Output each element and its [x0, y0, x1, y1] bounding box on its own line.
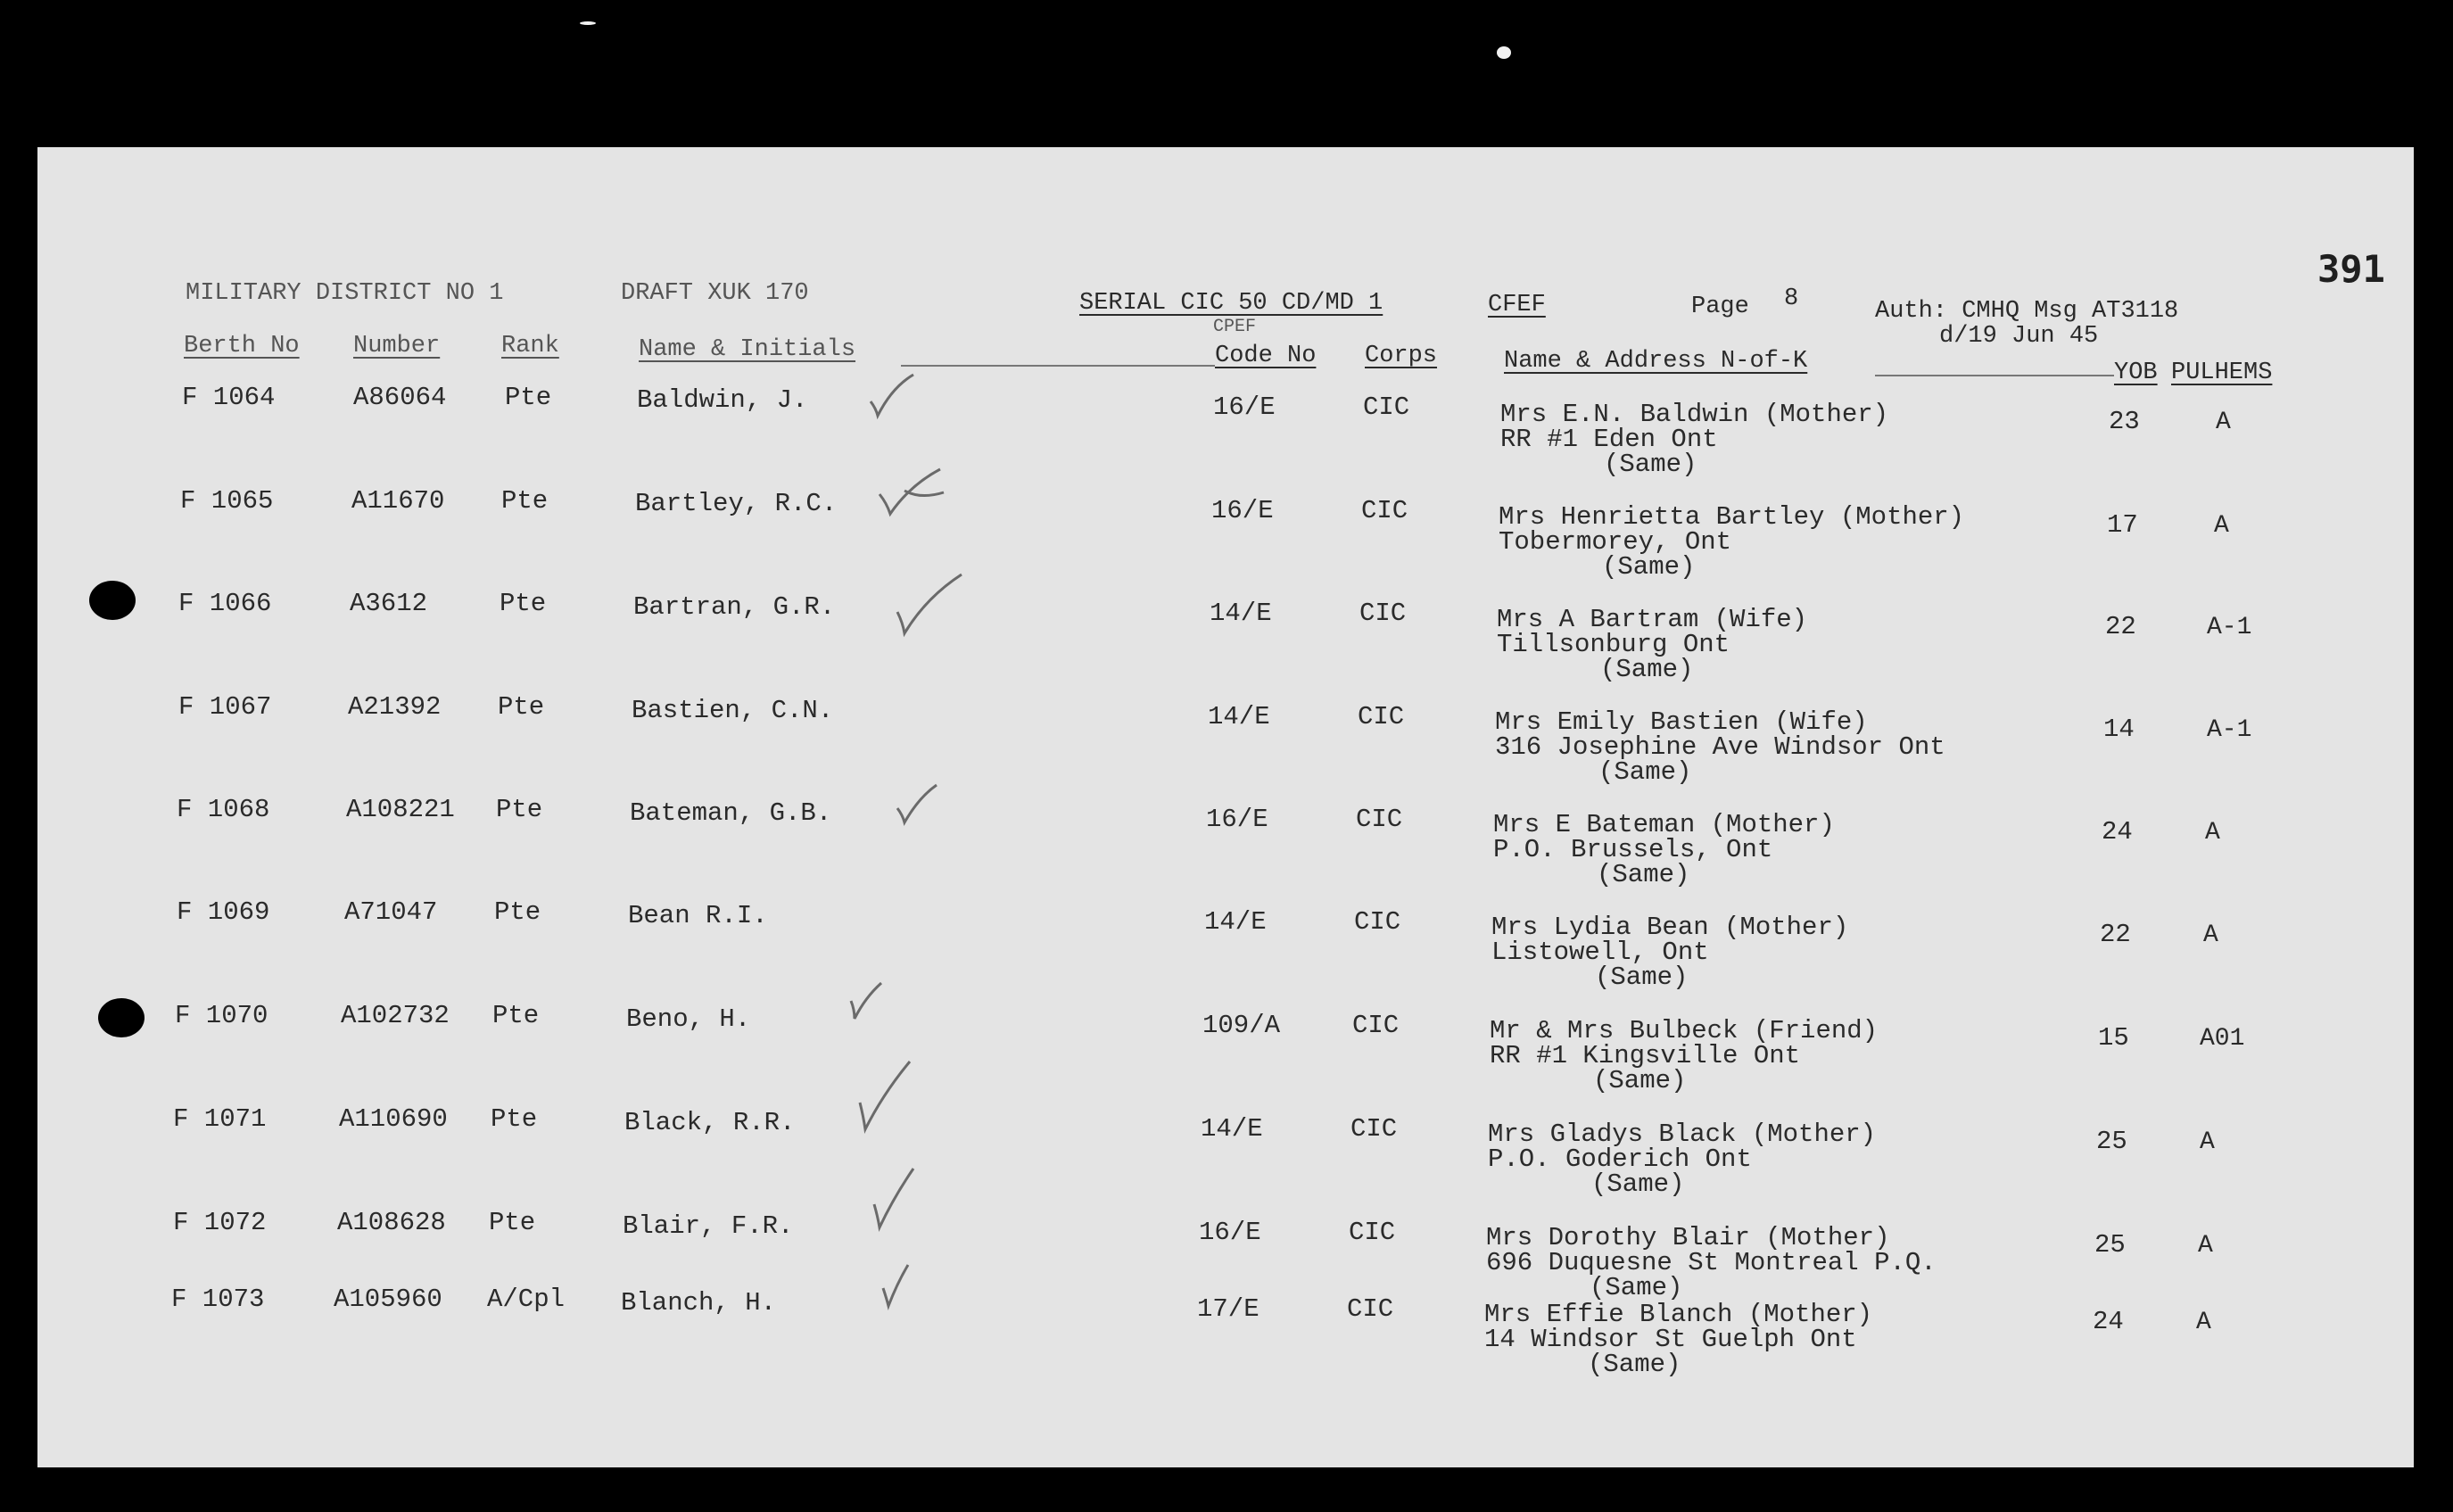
name-initials: Bastien, C.N.: [632, 696, 834, 725]
next-of-kin: [1484, 1302, 1872, 1377]
nok-name: Mrs Effie Blanch (Mother): [1484, 1300, 1873, 1329]
pulhems: A: [2200, 1128, 2215, 1156]
name-initials: Blanch, H.: [621, 1288, 777, 1318]
check-mark-icon: [869, 1165, 919, 1233]
next-of-kin: [1500, 402, 1888, 477]
punch-hole: [98, 998, 145, 1037]
col-nok-header: Name & Address N-of-K: [1504, 348, 1808, 375]
year-of-birth: 15: [2098, 1023, 2129, 1053]
rank: A/Cpl: [487, 1285, 566, 1314]
pulhems: A: [2198, 1232, 2213, 1260]
year-of-birth: 25: [2094, 1230, 2126, 1260]
code-no: 14/E: [1204, 907, 1267, 937]
corps: CIC: [1356, 805, 1403, 834]
code-no: 16/E: [1213, 392, 1276, 422]
dust-speck: [580, 21, 596, 25]
nok-same: (Same): [1597, 860, 1690, 889]
pulhems: A01: [2200, 1025, 2245, 1053]
nok-name: Mrs Dorothy Blair (Mother): [1486, 1223, 1890, 1252]
cpef-overtype: CPEF: [1213, 317, 1257, 337]
nok-name: Mrs A Bartram (Wife): [1497, 605, 1808, 634]
col-code-header: Code No: [1215, 343, 1317, 369]
year-of-birth: 22: [2105, 612, 2136, 641]
col-name-header: Name & Initials: [639, 336, 856, 363]
berth-no: F 1071: [173, 1104, 267, 1134]
service-number: A108628: [337, 1208, 446, 1237]
auth-line-2: d/19 Jun 45: [1939, 323, 2099, 350]
nok-name: Mrs Emily Bastien (Wife): [1495, 707, 1868, 737]
service-number: A105960: [334, 1285, 442, 1314]
code-no: 17/E: [1197, 1294, 1260, 1324]
year-of-birth: 23: [2109, 407, 2140, 436]
nok-same: (Same): [1591, 1169, 1685, 1199]
nok-same: (Same): [1604, 450, 1697, 479]
dust-speck: [1497, 46, 1511, 59]
pulhems: A: [2196, 1309, 2211, 1336]
check-mark-icon: [892, 781, 942, 828]
nok-address: Tobermorey, Ont: [1499, 527, 1732, 557]
year-of-birth: 25: [2096, 1127, 2127, 1156]
district-label: MILITARY DISTRICT NO 1: [186, 280, 504, 307]
page-number: 391: [2317, 247, 2385, 291]
nok-name: Mrs Henrietta Bartley (Mother): [1499, 502, 1965, 532]
code-no: 14/E: [1208, 702, 1270, 731]
check-mark-icon: [892, 571, 967, 639]
nok-same: (Same): [1595, 963, 1689, 992]
corps: CIC: [1361, 496, 1408, 525]
nok-same: (Same): [1600, 655, 1694, 684]
nok-name: Mrs Gladys Black (Mother): [1488, 1120, 1877, 1149]
corps: CIC: [1354, 907, 1401, 937]
name-initials: Bartran, G.R.: [633, 592, 836, 622]
service-number: A102732: [341, 1001, 450, 1030]
page-value: 8: [1784, 285, 1799, 312]
nok-address: P.O. Brussels, Ont: [1493, 835, 1773, 864]
berth-no: F 1069: [177, 897, 270, 927]
check-mark-icon: [844, 979, 887, 1024]
name-initials: Beno, H.: [626, 1004, 751, 1034]
rank: Pte: [496, 795, 543, 824]
nok-same: (Same): [1593, 1066, 1687, 1095]
nok-address: Tillsonburg Ont: [1497, 630, 1730, 659]
nok-same: (Same): [1590, 1273, 1683, 1302]
corps: CIC: [1358, 702, 1405, 731]
service-number: A108221: [346, 795, 455, 824]
code-no: 14/E: [1210, 599, 1272, 628]
rank: Pte: [505, 383, 552, 412]
rank: Pte: [494, 897, 541, 927]
check-mark-icon: [865, 371, 919, 421]
nok-name: Mrs E Bateman (Mother): [1493, 810, 1835, 839]
pulhems: A-1: [2207, 614, 2252, 641]
pulhems: A-1: [2207, 716, 2252, 744]
nok-address: 316 Josephine Ave Windsor Ont: [1495, 732, 1945, 762]
corps: CIC: [1363, 392, 1410, 422]
col-pulhems-header: PULHEMS: [2171, 359, 2273, 386]
year-of-birth: 24: [2093, 1307, 2124, 1336]
rank: Pte: [500, 589, 547, 618]
name-initials: Bartley, R.C.: [635, 489, 838, 518]
name-initials: Baldwin, J.: [637, 385, 808, 415]
berth-no: F 1073: [171, 1285, 265, 1314]
pulhems: A: [2203, 921, 2218, 949]
check-mark-icon: [853, 1058, 915, 1135]
next-of-kin: [1486, 1223, 1937, 1302]
berth-no: F 1066: [178, 589, 272, 618]
draft-label: DRAFT XUK 170: [621, 280, 809, 307]
col-yob-header: YOB: [2114, 359, 2158, 386]
name-initials: Blair, F.R.: [623, 1211, 794, 1241]
year-of-birth: 17: [2107, 510, 2138, 540]
nok-address: Listowell, Ont: [1491, 938, 1709, 967]
service-number: A3612: [350, 589, 428, 618]
name-initials: Black, R.R.: [624, 1108, 796, 1137]
corps: CIC: [1347, 1294, 1394, 1324]
rank: Pte: [498, 692, 545, 722]
service-number: A21392: [348, 692, 442, 722]
rank: Pte: [489, 1208, 536, 1237]
check-mark-icon: [874, 464, 949, 521]
cfef-label: CFEF: [1488, 292, 1546, 318]
year-of-birth: 14: [2103, 715, 2135, 744]
next-of-kin: [1499, 502, 1965, 582]
nok-same: (Same): [1598, 757, 1692, 787]
rank: Pte: [501, 486, 549, 516]
col-number-header: Number: [353, 333, 441, 359]
next-of-kin: [1490, 1016, 1879, 1095]
auth-line-1: Auth: CMHQ Msg AT3118: [1875, 298, 2179, 325]
service-number: A110690: [339, 1104, 448, 1134]
nok-same: (Same): [1602, 552, 1696, 582]
service-number: A86064: [353, 383, 447, 412]
nok-name: Mr & Mrs Bulbeck (Friend): [1490, 1016, 1879, 1045]
nok-same: (Same): [1588, 1350, 1681, 1379]
corps: CIC: [1349, 1218, 1396, 1247]
header-rule: [1875, 375, 2114, 376]
code-no: 16/E: [1206, 805, 1268, 834]
year-of-birth: 24: [2102, 817, 2133, 847]
nok-address: P.O. Goderich Ont: [1488, 1144, 1752, 1174]
nok-address: RR #1 Eden Ont: [1500, 425, 1718, 454]
next-of-kin: [1488, 1122, 1876, 1197]
rank: Pte: [491, 1104, 538, 1134]
pulhems: A: [2214, 512, 2229, 540]
next-of-kin: [1491, 915, 1848, 990]
code-no: 16/E: [1199, 1218, 1261, 1247]
nok-name: Mrs Lydia Bean (Mother): [1491, 913, 1849, 942]
berth-no: F 1067: [178, 692, 272, 722]
berth-no: F 1064: [182, 383, 276, 412]
check-mark-icon: [878, 1261, 913, 1311]
berth-no: F 1068: [177, 795, 270, 824]
code-no: 16/E: [1211, 496, 1274, 525]
nok-name: Mrs E.N. Baldwin (Mother): [1500, 400, 1889, 429]
code-no: 14/E: [1201, 1114, 1263, 1144]
next-of-kin: [1495, 707, 1945, 787]
pulhems: A: [2216, 409, 2231, 436]
berth-no: F 1070: [175, 1001, 268, 1030]
corps: CIC: [1359, 599, 1407, 628]
code-no: 109/A: [1202, 1011, 1281, 1040]
berth-no: F 1072: [173, 1208, 267, 1237]
corps: CIC: [1352, 1011, 1400, 1040]
col-rank-header: Rank: [501, 333, 559, 359]
name-initials: Bean R.I.: [628, 901, 768, 930]
nok-address: 696 Duquesne St Montreal P.Q.: [1486, 1248, 1937, 1277]
year-of-birth: 22: [2100, 920, 2131, 949]
next-of-kin: [1497, 607, 1807, 682]
nok-address: RR #1 Kingsville Ont: [1490, 1041, 1801, 1070]
pulhems: A: [2205, 819, 2220, 847]
service-number: A71047: [344, 897, 438, 927]
col-corps-header: Corps: [1365, 343, 1438, 369]
page-label: Page: [1691, 293, 1749, 320]
corps: CIC: [1350, 1114, 1398, 1144]
nok-address: 14 Windsor St Guelph Ont: [1484, 1325, 1857, 1354]
next-of-kin: [1493, 810, 1835, 889]
col-berth-header: Berth No: [184, 333, 300, 359]
berth-no: F 1065: [180, 486, 274, 516]
serial-label: SERIAL CIC 50 CD/MD 1: [1079, 290, 1383, 317]
punch-hole: [89, 581, 136, 620]
service-number: A11670: [351, 486, 445, 516]
rank: Pte: [492, 1001, 540, 1030]
header-rule: [901, 365, 1215, 367]
name-initials: Bateman, G.B.: [630, 798, 832, 828]
